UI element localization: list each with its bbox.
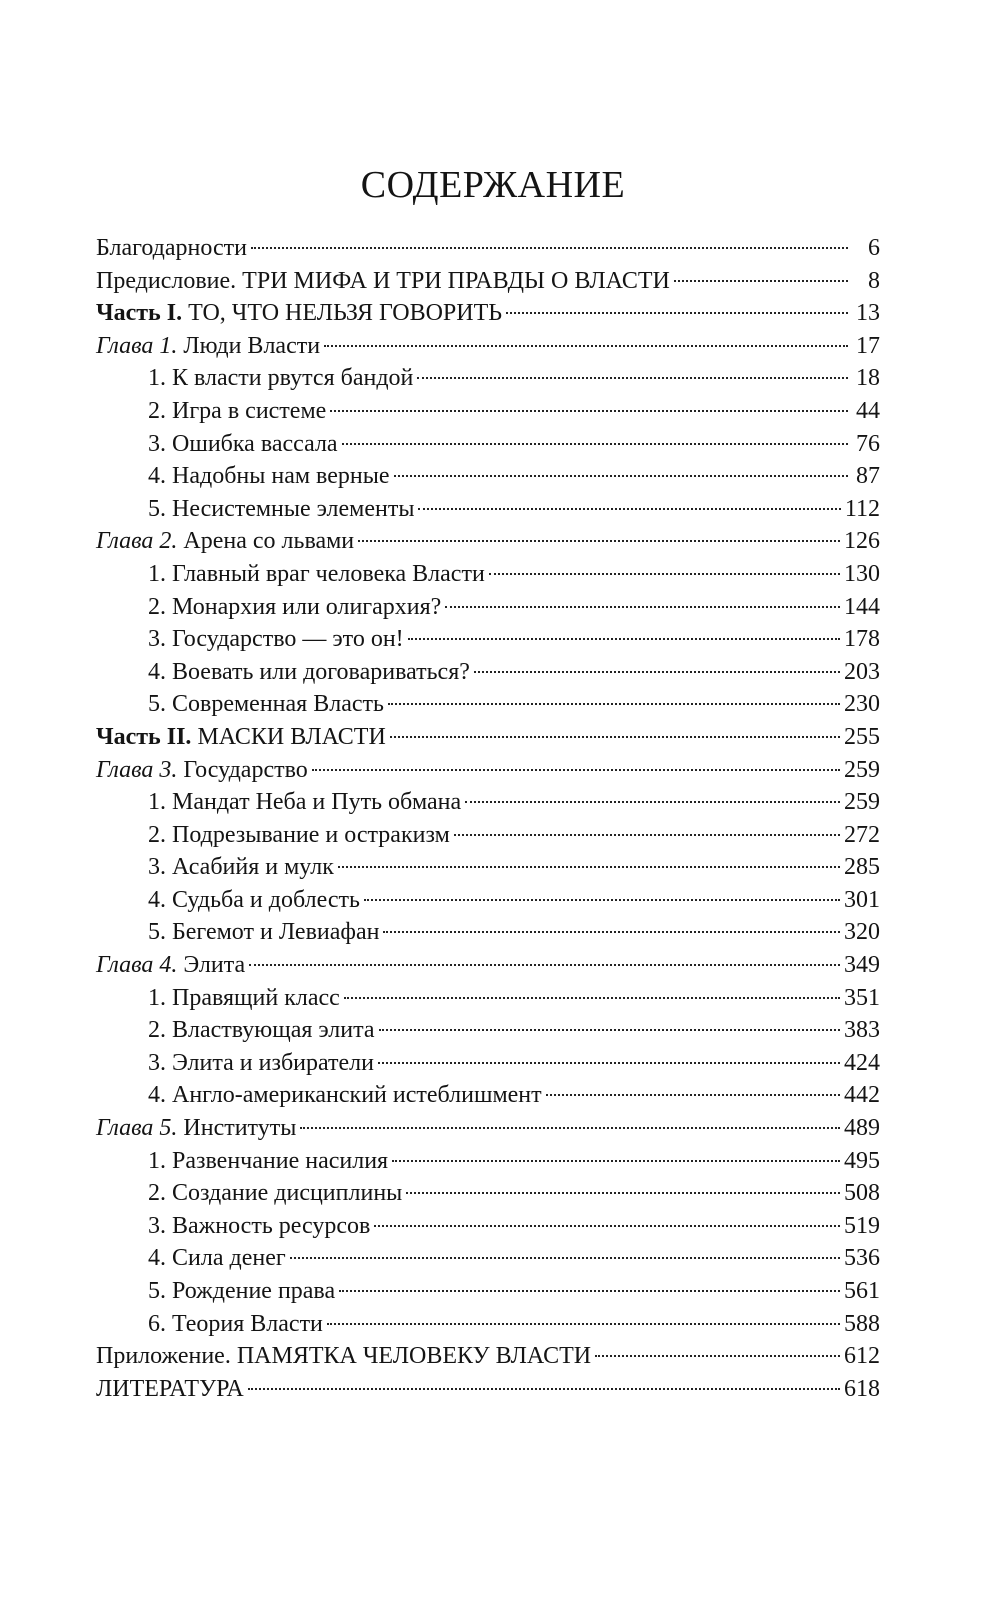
dot-leader <box>489 573 840 575</box>
toc-entry <box>96 1014 880 1047</box>
dot-leader <box>374 1225 840 1227</box>
page-number: 230 <box>844 691 880 718</box>
toc-entry-title <box>96 1047 374 1080</box>
page-number: 285 <box>844 854 880 881</box>
page-number: 320 <box>844 919 880 946</box>
toc-entry <box>96 982 880 1015</box>
toc-entry-title <box>96 1373 244 1406</box>
toc-entry-title <box>96 428 338 461</box>
page-number: 349 <box>844 952 880 979</box>
page-number: 178 <box>844 626 880 653</box>
toc-entry-text: ЛИТЕРАТУРА <box>96 1375 244 1402</box>
chapter-label: Глава 3. <box>96 756 178 783</box>
toc-entry <box>96 1079 880 1112</box>
toc-entry <box>96 916 880 949</box>
toc-entry-text: Институты <box>177 1115 297 1142</box>
toc-entry-title <box>96 1145 388 1178</box>
page-number: 144 <box>844 593 880 620</box>
part-label: Часть II. <box>96 723 192 750</box>
page-number: 112 <box>844 495 880 522</box>
toc-entry <box>96 1047 880 1080</box>
toc-entry-title <box>96 982 340 1015</box>
dot-leader <box>379 1029 840 1031</box>
toc-entry-title <box>96 1242 286 1275</box>
toc-entry-title <box>96 819 450 852</box>
dot-leader <box>358 540 840 542</box>
toc-entry-text: МАСКИ ВЛАСТИ <box>191 723 386 750</box>
dot-leader <box>595 1355 840 1357</box>
toc-entry-text: 4. Сила денег <box>148 1245 286 1272</box>
toc-entry <box>96 1177 880 1210</box>
chapter-label: Глава 1. <box>96 332 178 359</box>
toc-entry <box>96 1373 880 1406</box>
toc-entry-text: 1. Мандат Неба и Путь обмана <box>148 789 462 816</box>
dot-leader <box>251 247 848 249</box>
part-label: Часть I. <box>96 300 183 327</box>
toc-entry <box>96 949 880 982</box>
page-number: 87 <box>856 463 880 490</box>
toc-entry-text: 1. К власти рвутся бандой <box>148 365 414 392</box>
dot-leader <box>474 671 840 673</box>
page-number: 588 <box>844 1310 880 1337</box>
toc-entry <box>96 623 880 656</box>
page-number: 259 <box>844 789 880 816</box>
dot-leader <box>445 606 840 608</box>
dot-leader <box>300 1127 840 1129</box>
toc-entry <box>96 460 880 493</box>
toc-entry-text: Приложение. ПАМЯТКА ЧЕЛОВЕКУ ВЛАСТИ <box>96 1343 592 1370</box>
toc-entry-title <box>96 1275 335 1308</box>
page-number: 76 <box>856 430 880 457</box>
dot-leader <box>674 280 848 282</box>
dot-leader <box>546 1094 840 1096</box>
toc-entry-title <box>96 656 470 689</box>
toc-entry-text: 5. Рождение права <box>148 1278 336 1304</box>
toc-entry-text: 3. Элита и избиратели <box>148 1049 374 1076</box>
page-number: 255 <box>844 723 880 750</box>
toc-entry-text: 1. Правящий класс <box>148 984 340 1011</box>
table-of-contents <box>96 232 880 1405</box>
toc-entry <box>96 232 880 265</box>
toc-entry-title <box>96 460 390 493</box>
toc-entry-text: 5. Несистемные элементы <box>148 495 415 522</box>
toc-entry-text: 2. Подрезывание и остракизм <box>148 821 450 848</box>
toc-entry-text: 4. Судьба и доблесть <box>148 886 360 913</box>
page-number: 495 <box>844 1147 880 1174</box>
dot-leader <box>506 312 848 314</box>
dot-leader <box>330 410 848 412</box>
toc-entry-title <box>96 1079 542 1112</box>
toc-entry-title <box>96 1308 323 1341</box>
toc-entry-text: 1. Главный враг человека Власти <box>148 560 485 587</box>
toc-entry-title <box>96 786 461 819</box>
toc-entry-title <box>96 362 413 395</box>
page-number: 272 <box>844 821 880 848</box>
toc-entry <box>96 1308 880 1341</box>
toc-entry <box>96 428 880 461</box>
toc-entry <box>96 558 880 591</box>
dot-leader <box>392 1160 840 1162</box>
toc-entry-title <box>96 525 354 558</box>
page-number: 130 <box>844 560 880 587</box>
toc-entry-title <box>96 493 414 526</box>
toc-entry <box>96 851 880 884</box>
toc-entry <box>96 395 880 428</box>
dot-leader <box>454 834 840 836</box>
dot-leader <box>324 345 848 347</box>
dot-leader <box>388 703 840 705</box>
toc-entry-text: 5. Бегемот и Левиафан <box>148 919 380 946</box>
toc-entry-title <box>96 754 308 787</box>
toc-entry-title <box>96 721 386 754</box>
dot-leader <box>290 1257 840 1259</box>
page-number: 383 <box>844 1017 880 1044</box>
page-number: 519 <box>844 1212 880 1239</box>
chapter-label: Глава 4. <box>96 952 178 979</box>
toc-entry <box>96 1210 880 1243</box>
toc-entry <box>96 525 880 558</box>
toc-entry-title <box>96 330 320 363</box>
page-number: 301 <box>844 886 880 913</box>
toc-entry <box>96 297 880 330</box>
toc-entry <box>96 884 880 917</box>
toc-entry-text: 3. Государство — это он! <box>148 626 404 653</box>
page-number: 126 <box>844 528 880 555</box>
chapter-label: Глава 2. <box>96 528 178 555</box>
toc-entry-title <box>96 949 245 982</box>
toc-entry-title <box>96 297 502 330</box>
dot-leader <box>327 1323 840 1325</box>
page-number: 561 <box>844 1278 880 1304</box>
page-number: 489 <box>844 1115 880 1142</box>
toc-entry-title <box>96 688 384 721</box>
toc-entry <box>96 1340 880 1373</box>
toc-entry-text: Арена со львами <box>177 528 355 555</box>
toc-entry-text: 4. Надобны нам верные <box>148 463 390 490</box>
toc-entry-text: 4. Воевать или договариваться? <box>148 658 470 685</box>
page-number: 203 <box>844 658 880 685</box>
toc-entry <box>96 1112 880 1145</box>
dot-leader <box>249 964 840 966</box>
dot-leader <box>390 736 840 738</box>
dot-leader <box>465 801 840 803</box>
dot-leader <box>408 638 840 640</box>
dot-leader <box>383 931 840 933</box>
toc-entry-text: Люди Власти <box>177 332 321 359</box>
dot-leader <box>339 1290 840 1292</box>
page-number: 18 <box>856 365 880 392</box>
page-title: СОДЕРЖАНИЕ <box>360 164 626 206</box>
page-number: 442 <box>844 1082 880 1109</box>
toc-entry <box>96 1242 880 1275</box>
page-number: 612 <box>844 1343 880 1370</box>
toc-entry <box>96 688 880 721</box>
toc-entry-text: 4. Англо-американский истеблишмент <box>148 1082 542 1109</box>
toc-entry-text: 2. Игра в системе <box>148 397 327 424</box>
toc-entry-title <box>96 884 360 917</box>
toc-entry-text: Предисловие. ТРИ МИФА И ТРИ ПРАВДЫ О ВЛАСТИ <box>96 267 670 294</box>
toc-entry <box>96 1145 880 1178</box>
toc-entry-title <box>96 1177 402 1210</box>
dot-leader <box>406 1192 840 1194</box>
page-number: 424 <box>844 1049 880 1076</box>
toc-entry-text: Элита <box>177 952 246 979</box>
toc-entry-text: 3. Асабийя и мулк <box>148 854 334 881</box>
toc-entry-text: 3. Ошибка вассала <box>148 430 338 457</box>
dot-leader <box>342 443 848 445</box>
page-number: 17 <box>856 332 880 359</box>
toc-entry-title <box>96 232 247 265</box>
toc-entry-title <box>96 1014 375 1047</box>
toc-entry-text: 1. Развенчание насилия <box>148 1147 389 1174</box>
toc-entry <box>96 786 880 819</box>
toc-entry-title <box>96 591 441 624</box>
dot-leader <box>378 1062 840 1064</box>
toc-entry <box>96 265 880 298</box>
dot-leader <box>248 1388 840 1390</box>
toc-entry <box>96 819 880 852</box>
toc-entry-text: 2. Создание дисциплины <box>148 1180 403 1207</box>
page-number: 351 <box>844 984 880 1011</box>
toc-entry <box>96 754 880 787</box>
dot-leader <box>338 866 840 868</box>
toc-entry-text: ТО, ЧТО НЕЛЬЗЯ ГОВОРИТЬ <box>182 300 503 327</box>
page-number: 618 <box>844 1375 880 1402</box>
page-number: 508 <box>844 1180 880 1207</box>
toc-entry-title <box>96 623 404 656</box>
toc-entry-title <box>96 1210 370 1243</box>
toc-entry <box>96 1275 880 1308</box>
dot-leader <box>344 997 840 999</box>
dot-leader <box>394 475 848 477</box>
page-number: 536 <box>844 1245 880 1272</box>
toc-entry-title <box>96 916 379 949</box>
toc-entry-text: 2. Монархия или олигархия? <box>148 593 442 620</box>
dot-leader <box>418 508 840 510</box>
toc-entry-title <box>96 851 334 884</box>
toc-entry-title <box>96 395 326 428</box>
toc-entry-text: Государство <box>177 756 308 783</box>
page-number: 44 <box>856 397 880 424</box>
toc-entry-text: 3. Важность ресурсов <box>148 1212 371 1239</box>
toc-entry-title <box>96 265 670 298</box>
toc-entry-text: 2. Властвующая элита <box>148 1017 375 1044</box>
toc-entry-title <box>96 1112 296 1145</box>
dot-leader <box>312 769 840 771</box>
toc-entry-text: Благодарности <box>96 235 247 261</box>
toc-entry <box>96 721 880 754</box>
dot-leader <box>364 899 840 901</box>
toc-entry-title <box>96 558 485 591</box>
dot-leader <box>417 377 848 379</box>
page-number: 6 <box>868 235 880 261</box>
toc-entry <box>96 493 880 526</box>
toc-entry-title <box>96 1340 591 1373</box>
toc-entry-text: 6. Теория Власти <box>148 1310 323 1337</box>
toc-entry-text: 5. Современная Власть <box>148 691 384 718</box>
toc-entry <box>96 362 880 395</box>
toc-entry <box>96 656 880 689</box>
page-number: 8 <box>868 267 880 294</box>
page-number: 13 <box>856 300 880 327</box>
page-number: 259 <box>844 756 880 783</box>
toc-entry <box>96 591 880 624</box>
toc-entry <box>96 330 880 363</box>
chapter-label: Глава 5. <box>96 1115 178 1142</box>
